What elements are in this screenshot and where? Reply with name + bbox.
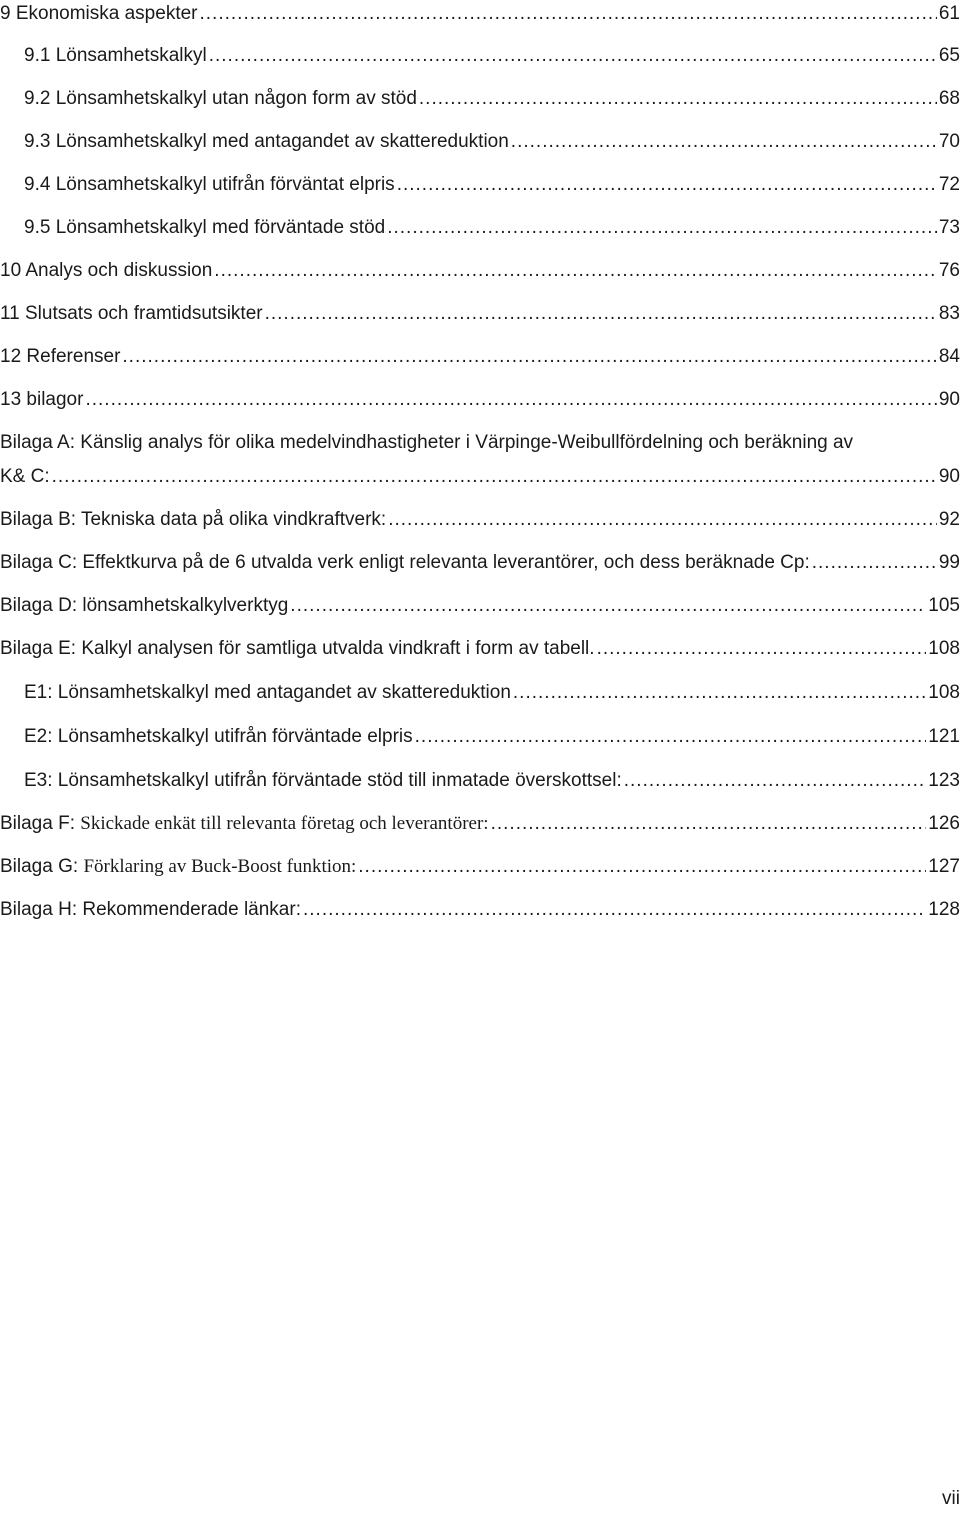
toc-entry-title: 11 Slutsats och framtidsutsikter [0, 303, 263, 324]
toc-entry-title-prefix: Bilaga G: [0, 856, 84, 877]
toc-entry[interactable] [0, 767, 960, 795]
toc-leader-dots [358, 853, 926, 881]
toc-entry-page: 76 [938, 260, 960, 281]
toc-entry[interactable] [0, 214, 960, 242]
toc-entry-title: 9.5 Lönsamhetskalkyl med förväntade stöd [24, 217, 386, 238]
toc-entry[interactable] [0, 300, 960, 328]
toc-entry-page: 90 [938, 466, 960, 487]
toc-entry-title: E1: Lönsamhetskalkyl med antagandet av skattereduktion [24, 682, 511, 703]
toc-entry[interactable] [0, 257, 960, 285]
toc-entry[interactable] [0, 679, 960, 707]
toc-entry-title [0, 810, 489, 838]
toc-entry-title: Bilaga D: lönsamhetskalkylverktyg [0, 595, 289, 616]
toc-entry[interactable] [0, 42, 960, 70]
toc-leader-dots [85, 386, 936, 414]
toc-leader-dots [812, 549, 937, 577]
toc-entry[interactable] [0, 386, 960, 414]
toc-entry-page: 84 [938, 346, 960, 367]
toc-leader-dots [597, 635, 927, 663]
page-number: vii [942, 1488, 960, 1509]
toc-leader-dots [214, 257, 937, 285]
toc-entry-title-rest: Förklaring av Buck-Boost funktion: [83, 856, 357, 877]
toc-entry[interactable] [0, 171, 960, 199]
toc-leader-dots [303, 896, 926, 924]
toc-entry[interactable] [0, 723, 960, 751]
toc-entry[interactable] [0, 896, 960, 924]
toc-entry-title: 12 Referenser [0, 346, 121, 367]
toc-leader-dots [397, 171, 937, 199]
toc-entry-page: 70 [938, 131, 960, 152]
toc-entry-title [0, 853, 356, 881]
toc-entry-title-rest: Skickade enkät till relevanta företag och leverantörer: [80, 813, 489, 834]
toc-entry[interactable] [0, 635, 960, 663]
toc-leader-dots [491, 810, 927, 838]
toc-entry[interactable] [0, 810, 960, 838]
toc-entry-title: 9.1 Lönsamhetskalkyl [24, 45, 207, 66]
toc-entry-title: E2: Lönsamhetskalkyl utifrån förväntade elpris [24, 726, 413, 747]
toc-leader-dots [209, 42, 937, 70]
toc-leader-dots [415, 723, 927, 751]
toc-entry-title: 9.2 Lönsamhetskalkyl utan någon form av stöd [24, 88, 417, 109]
toc-entry-page: 123 [928, 770, 960, 791]
toc-leader-dots [624, 767, 927, 795]
toc-entry-page: 128 [928, 899, 960, 920]
toc-entry-page: 126 [928, 813, 960, 834]
toc-entry-page: 90 [938, 389, 960, 410]
toc-entry-title: 9 Ekonomiska aspekter [0, 3, 198, 24]
toc-entry-title-line1[interactable]: Bilaga A: Känslig analys för olika medelvindhastigheter i Värpinge-Weibullfördelning och beräkning av [0, 432, 854, 453]
toc-entry[interactable] [0, 592, 960, 620]
toc-entry-page: 108 [928, 682, 960, 703]
toc-entry-title: E3: Lönsamhetskalkyl utifrån förväntade stöd till inmatade överskottsel: [24, 770, 622, 791]
toc-entry-page: 99 [938, 552, 960, 573]
toc-leader-dots [52, 463, 937, 491]
toc-entry-title: Bilaga E: Kalkyl analysen för samtliga utvalda vindkraft i form av tabell. [0, 638, 595, 659]
toc-entry-page: 105 [928, 595, 960, 616]
toc-leader-dots [122, 343, 936, 371]
toc-entry-page: 65 [938, 45, 960, 66]
toc-entry-title-prefix: Bilaga F: [0, 813, 81, 834]
toc-entry[interactable] [0, 85, 960, 113]
toc-entry-title: 13 bilagor [0, 389, 84, 410]
toc-entry-page: 68 [938, 88, 960, 109]
toc-entry[interactable] [0, 853, 960, 881]
toc-entry[interactable] [0, 506, 960, 534]
toc-entry-page: 61 [938, 3, 960, 24]
toc-entry[interactable] [0, 549, 960, 577]
toc-entry-page: 121 [928, 726, 960, 747]
toc-leader-dots [265, 300, 937, 328]
toc-leader-dots [388, 506, 937, 534]
toc-entry-page: 73 [938, 217, 960, 238]
toc-leader-dots [200, 0, 937, 28]
toc-entry-page: 127 [928, 856, 960, 877]
toc-leader-dots [290, 592, 926, 620]
toc-entry-title: 9.3 Lönsamhetskalkyl med antagandet av skattereduktion [24, 131, 509, 152]
toc-leader-dots [387, 214, 937, 242]
toc-entry-title: 10 Analys och diskussion [0, 260, 213, 281]
toc-leader-dots [513, 679, 926, 707]
toc-entry-page: 72 [938, 174, 960, 195]
toc-entry-page: 92 [938, 509, 960, 530]
toc-entry[interactable] [0, 0, 960, 28]
toc-leader-dots [511, 128, 937, 156]
toc-leader-dots [419, 85, 937, 113]
toc-entry-title: Bilaga B: Tekniska data på olika vindkraftverk: [0, 509, 387, 530]
toc-entry-page: 83 [938, 303, 960, 324]
toc-entry[interactable] [0, 343, 960, 371]
toc-entry-title-line2: K& C: [0, 466, 50, 487]
toc-entry-page: 108 [928, 638, 960, 659]
toc-entry[interactable] [0, 128, 960, 156]
toc-entry-title: 9.4 Lönsamhetskalkyl utifrån förväntat elpris [24, 174, 395, 195]
toc-entry-title: Bilaga H: Rekommenderade länkar: [0, 899, 301, 920]
toc-entry[interactable] [0, 463, 960, 491]
toc-entry-title: Bilaga C: Effektkurva på de 6 utvalda verk enligt relevanta leverantörer, och dess beräknade Cp: [0, 552, 810, 573]
